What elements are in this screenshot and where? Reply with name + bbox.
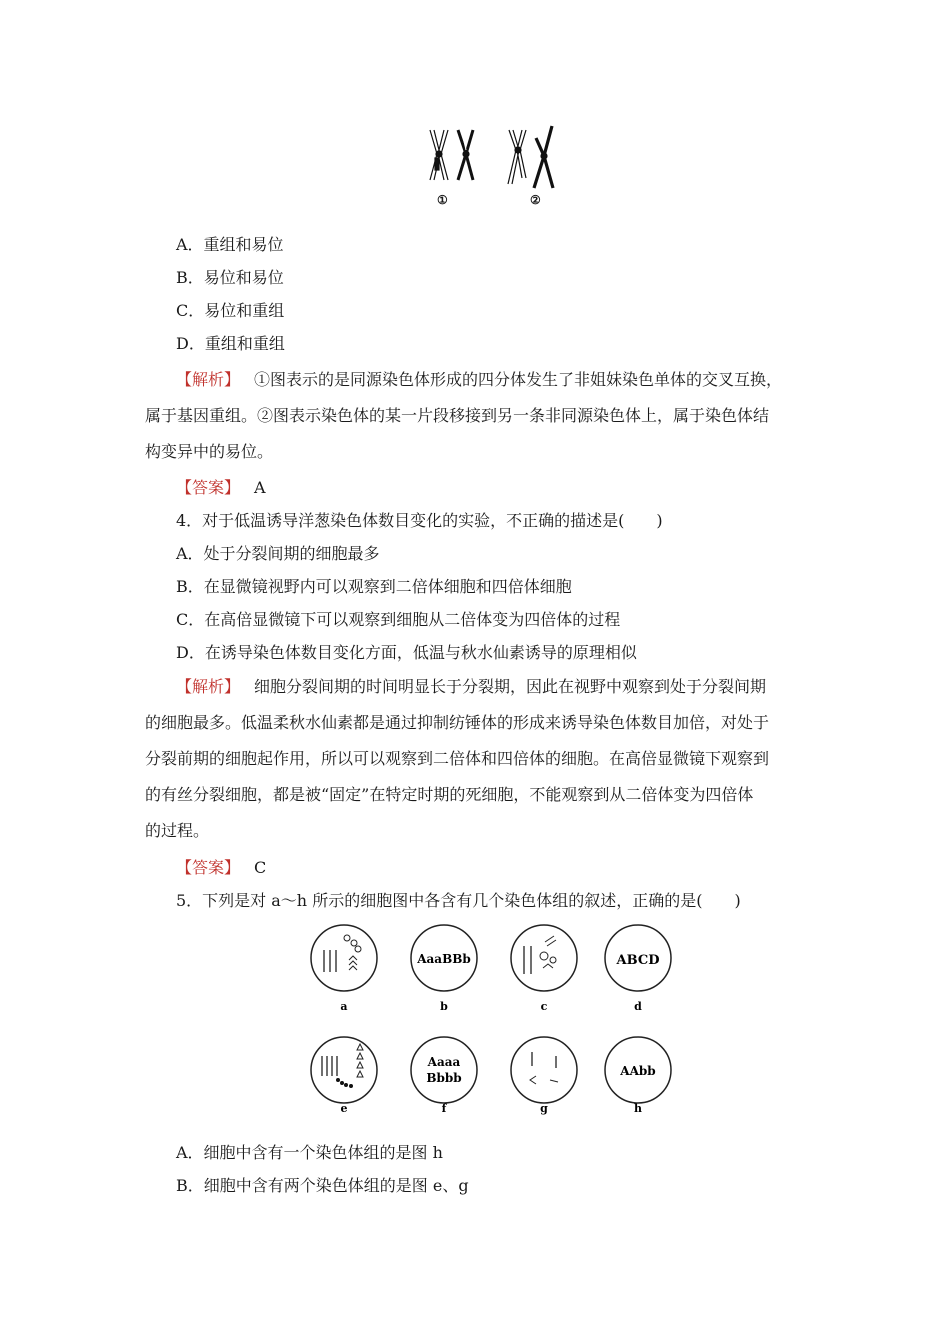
cell-e bbox=[311, 1037, 377, 1103]
cell-label-f: f bbox=[441, 1102, 447, 1115]
cell-d-genotype: ABCD bbox=[616, 953, 660, 968]
cell-diagram-figure bbox=[300, 920, 690, 1120]
q3-answer: 【答案】 A bbox=[176, 478, 266, 497]
figure-label-1: ① bbox=[437, 193, 448, 207]
q3-option-d: D．重组和重组 bbox=[176, 334, 285, 353]
cell-c bbox=[511, 925, 577, 991]
chromosome-pair-2 bbox=[508, 126, 553, 188]
cell-f-genotype-2: Bbbb bbox=[426, 1071, 462, 1085]
cell-f-genotype-1: Aaaa bbox=[427, 1055, 461, 1069]
cell-b-genotype: AaaBBb bbox=[417, 952, 471, 966]
q4-option-a: A．处于分裂间期的细胞最多 bbox=[176, 544, 380, 563]
q5-stem: 5．下列是对 a～h 所示的细胞图中各含有几个染色体组的叙述，正确的是( ) bbox=[176, 891, 741, 910]
analysis-tag: 【解析】 bbox=[176, 370, 241, 389]
q4-analysis-line-2: 的细胞最多。低温柔秋水仙素都是通过抑制纺锤体的形成来诱导染色体数目加倍，对处于 bbox=[145, 713, 770, 732]
q5-option-a: A．细胞中含有一个染色体组的是图 h bbox=[176, 1143, 443, 1162]
q5-option-b: B．细胞中含有两个染色体组的是图 e、g bbox=[176, 1176, 469, 1195]
figure-label-2: ② bbox=[530, 193, 541, 207]
q4-analysis-line-5: 的过程。 bbox=[145, 821, 210, 840]
cell-label-d: d bbox=[634, 1000, 642, 1013]
answer-tag: 【答案】 bbox=[176, 478, 241, 497]
cell-label-c: c bbox=[540, 1000, 548, 1013]
chromosome-pair-1 bbox=[430, 130, 473, 180]
q4-answer: 【答案】 C bbox=[176, 858, 267, 877]
cell-g bbox=[511, 1037, 577, 1103]
q3-option-c: C．易位和重组 bbox=[176, 301, 285, 320]
q3-option-b: B．易位和易位 bbox=[176, 268, 284, 287]
cell-label-e: e bbox=[340, 1102, 348, 1115]
q4-analysis-line-3: 分裂前期的细胞起作用，所以可以观察到二倍体和四倍体的细胞。在高倍显微镜下观察到 bbox=[145, 749, 770, 768]
q4-analysis-line-4: 的有丝分裂细胞，都是被“固定”在特定时期的死细胞，不能观察到从二倍体变为四倍体 bbox=[145, 785, 754, 804]
q4-analysis-line-1: 【解析】 细胞分裂间期的时间明显长于分裂期，因此在视野中观察到处于分裂间期 bbox=[176, 677, 767, 696]
q4-stem: 4．对于低温诱导洋葱染色体数目变化的实验，不正确的描述是( ) bbox=[176, 511, 663, 530]
cell-h-genotype: AAbb bbox=[620, 1064, 656, 1078]
q4-option-b: B．在显微镜视野内可以观察到二倍体细胞和四倍体细胞 bbox=[176, 577, 572, 596]
analysis-tag: 【解析】 bbox=[176, 677, 241, 696]
cell-label-b: b bbox=[440, 1000, 448, 1013]
answer-tag: 【答案】 bbox=[176, 858, 241, 877]
cell-label-h: h bbox=[634, 1102, 642, 1115]
q3-option-a: A．重组和易位 bbox=[176, 235, 284, 254]
cell-f bbox=[411, 1037, 477, 1103]
q3-analysis-line-3: 构变异中的易位。 bbox=[145, 442, 274, 461]
cell-label-a: a bbox=[340, 1000, 348, 1013]
q3-analysis-line-2: 属于基因重组。②图表示染色体的某一片段移接到另一条非同源染色体上，属于染色体结 bbox=[145, 406, 770, 425]
q4-option-d: D．在诱导染色体数目变化方面，低温与秋水仙素诱导的原理相似 bbox=[176, 643, 637, 662]
cell-label-g: g bbox=[540, 1102, 548, 1115]
cell-a bbox=[311, 925, 377, 991]
q4-option-c: C．在高倍显微镜下可以观察到细胞从二倍体变为四倍体的过程 bbox=[176, 610, 621, 629]
chromosome-figure bbox=[410, 120, 570, 210]
q3-analysis-line-1: 【解析】 ①图表示的是同源染色体形成的四分体发生了非姐妹染色单体的交叉互换， bbox=[176, 370, 783, 389]
